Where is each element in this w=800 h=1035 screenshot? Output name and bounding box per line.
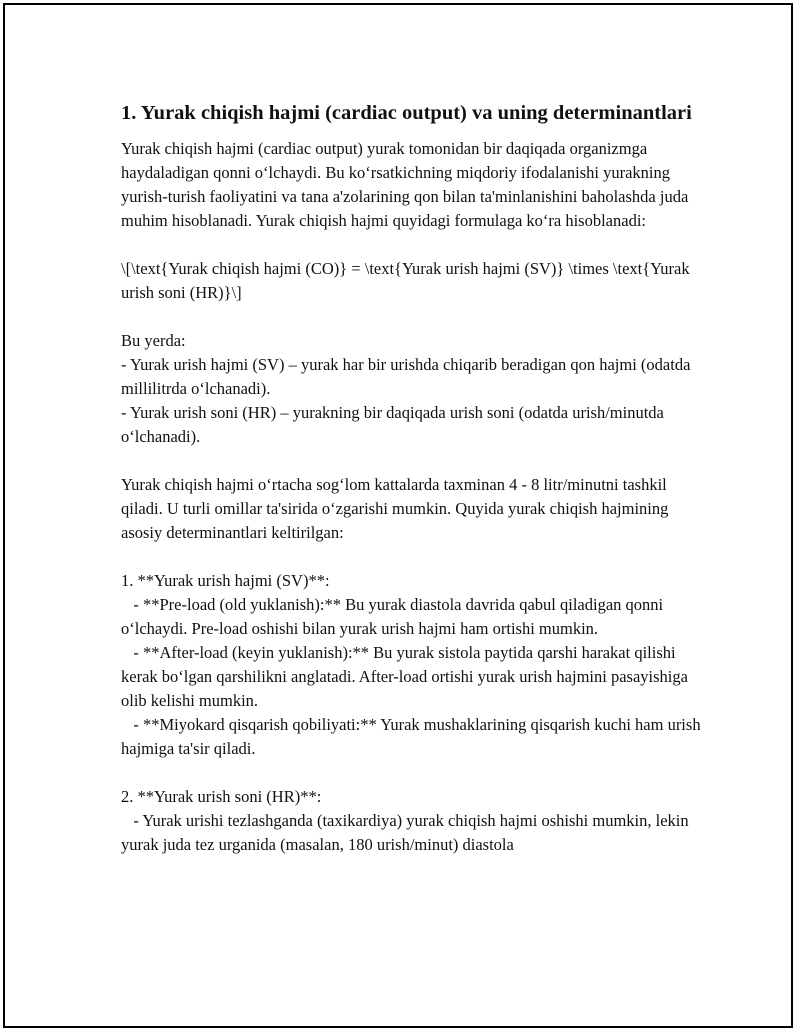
document-content [121,99,701,857]
summary-paragraph: Yurak chiqish hajmi o‘rtacha sog‘lom kattalarda taxminan 4 - 8 litr/minutni tashkil qiladi. U turli omillar ta'sirida o‘zgarishi mumkin. Quyida yurak chiqish hajmining asosiy determinantlari keltirilgan: [121,475,673,542]
intro-paragraph: Yurak chiqish hajmi (cardiac output) yurak tomonidan bir daqiqada organizmga haydaladigan qonni o‘lchaydi. Bu ko‘rsatkichning miqdoriy ifodalanishi yurakning yurish-turish faoliyatini va tana a'zolarining qon bilan ta'minlanishini baholashda juda muhim hisoblanadi. Yurak chiqish hajmi quyidagi formulaga ko‘ra hisoblanadi: [121,139,693,230]
document-page [3,3,793,1028]
formula-text: \[\text{Yurak chiqish hajmi (CO)} = \text{Yurak urish hajmi (SV)} \times \text{Yurak urish soni (HR)}\] [121,259,694,302]
spacer [121,305,701,329]
spacer [121,761,701,785]
spacer [121,545,701,569]
spacer [121,233,701,257]
section-heading: 1. Yurak chiqish hajmi (cardiac output) va uning determinantlari [121,102,692,124]
spacer [121,449,701,473]
determinant-list-1: 1. **Yurak urish hajmi (SV)**: - **Pre-load (old yuklanish):** Bu yurak diastola davrida qabul qiladigan qonni o‘lchaydi. Pre-load oshishi bilan yurak urish hajmi ham ortishi mumkin. - **After-load (keyin yuklanish):** Bu yurak sistola paytida qarshi harakat qilishi kerak bo‘lgan qarshilikni anglatadi. After-load ortishi yurak urish hajmini pasayishiga olib kelishi mumkin. - **Miyokard qisqarish qobiliyati:** Yurak mushaklarining qisqarish kuchi ham urish hajmiga ta'sir qiladi. [121,571,701,758]
determinant-list-2: 2. **Yurak urish soni (HR)**: - Yurak urishi tezlashganda (taxikardiya) yurak chiqish hajmi oshishi mumkin, lekin yurak juda tez urganida (masalan, 180 urish/minut) diastola [121,787,689,854]
definitions-paragraph: Bu yerda: - Yurak urish hajmi (SV) – yurak har bir urishda chiqarib beradigan qon hajmi (odatda millilitrda o‘lchanadi). - Yurak urish soni (HR) – yurakning bir daqiqada urish soni (odatda urish/minutda o‘lchanadi). [121,331,691,446]
